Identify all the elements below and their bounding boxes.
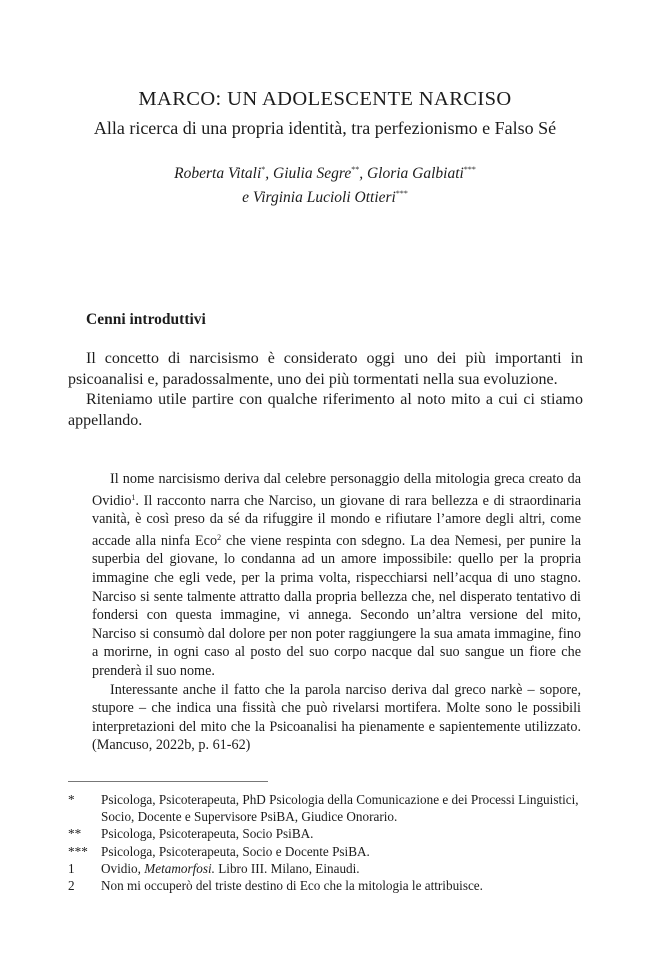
- footnote-text-part: Ovidio,: [101, 860, 145, 876]
- quote-text: Il nome narcisismo deriva dal celebre personaggio della mitologia greca creato da Ovidio: [92, 471, 581, 509]
- block-quote: [92, 470, 581, 755]
- footnote-mark: 2: [68, 878, 75, 894]
- footnote-text-part: Libro III. Milano, Einaudi.: [214, 860, 360, 876]
- footnote-book-title: Metamorfosi.: [144, 860, 215, 876]
- author-line-2: [0, 184, 650, 208]
- author-name: Roberta Vitali: [174, 165, 262, 182]
- footnote-divider: [68, 781, 268, 782]
- footnote-text: Non mi occuperò del triste destino di Eco che la mitologia le attribuisce.: [101, 878, 483, 894]
- footnote-item: [68, 843, 588, 860]
- footnote-mark: 1: [68, 860, 75, 876]
- author-name: Gloria Galbiati: [366, 165, 464, 182]
- body-paragraph: Il concetto di narcisismo è considerato oggi uno dei più importanti in psicoanalisi e, paradossalmente, uno dei più tormentati nella sua evoluzione.: [68, 350, 583, 388]
- author-footnote-mark: ***: [463, 165, 476, 174]
- quote-paragraph: [92, 470, 581, 681]
- footnote-text: Psicologa, Psicoterapeuta, Socio PsiBA.: [101, 826, 314, 842]
- author-separator: ,: [265, 165, 273, 182]
- author-name: Virginia Lucioli Ottieri: [252, 189, 396, 206]
- author-line-1: [0, 160, 650, 184]
- section-heading: Cenni introduttivi: [86, 311, 206, 328]
- author-footnote-mark: *: [261, 165, 266, 174]
- author-footnote-mark: ***: [395, 189, 408, 198]
- quote-text: che viene respinta con sdegno. La dea Nemesi, per punire la superbia del giovane, lo condanna ad un amore impossibile: quello per la propria immagine che egli vede, per la prima volta, rispecchiarsi nell’acqua di uno stagno. Narciso si sente talmente attratto dalla propria bellezza che, nel disperato tentativo di fondersi con questa immagine, vi annega. Secondo un’altra versione del mito, Narciso si consumò dal dolore per non poter raggiungere la sua amata immagine, fino a morirne, in ogni caso al posto del suo corpo nacque dal suo sangue un fiore che prenderà il suo nome.: [92, 532, 581, 679]
- author-list: [0, 160, 650, 208]
- author-conjunction: e: [242, 189, 253, 206]
- article-title: MARCO: UN ADOLESCENTE NARCISO: [138, 88, 512, 110]
- author-footnote-mark: **: [351, 165, 360, 174]
- quote-paragraph: Interessante anche il fatto che la parola narciso deriva dal greco narkè – sopore, stupore – che indica una fissità che può rivelarsi mortifera. Molte sono le possibili interpretazioni del mito che la Psicoanalisi ha pienamente e sapientemente utilizzato. (Mancuso, 2022b, p. 61-62): [92, 681, 581, 754]
- footnote-mark: ***: [68, 843, 88, 859]
- body-text: [68, 349, 583, 431]
- footnote-item: [68, 791, 588, 825]
- quote-text: . Il racconto narra che Narciso, un giovane di rara bellezza e di straordinaria vanità, è così preso da sé da rifuggire il mondo e rifiutare l’amore degli altri, come accade alla ninfa Eco: [92, 492, 581, 549]
- footnote-reference: 1: [131, 492, 136, 502]
- article-subtitle: Alla ricerca di una propria identità, tra perfezionismo e Falso Sé: [93, 118, 557, 138]
- footnote-text: Psicologa, Psicoterapeuta, Socio e Docente PsiBA.: [101, 843, 370, 859]
- footnote-reference: 2: [217, 532, 222, 542]
- footnote-item: [68, 825, 588, 842]
- footnote-text: Psicologa, Psicoterapeuta, PhD Psicologia della Comunicazione e dei Processi Linguistici, Socio, Docente e Supervisore PsiBA, Giudice Onorario.: [101, 792, 579, 825]
- author-name: Giulia Segre: [273, 165, 352, 182]
- footnote-item: [68, 860, 588, 877]
- author-separator: ,: [359, 165, 367, 182]
- footnote-text: [101, 860, 588, 877]
- footnote-item: [68, 877, 588, 894]
- footnote-mark: *: [68, 792, 75, 807]
- body-paragraph: Riteniamo utile partire con qualche riferimento al noto mito a cui ci stiamo appellando.: [68, 391, 583, 429]
- footnotes: [68, 791, 588, 894]
- footnote-mark: **: [68, 826, 82, 842]
